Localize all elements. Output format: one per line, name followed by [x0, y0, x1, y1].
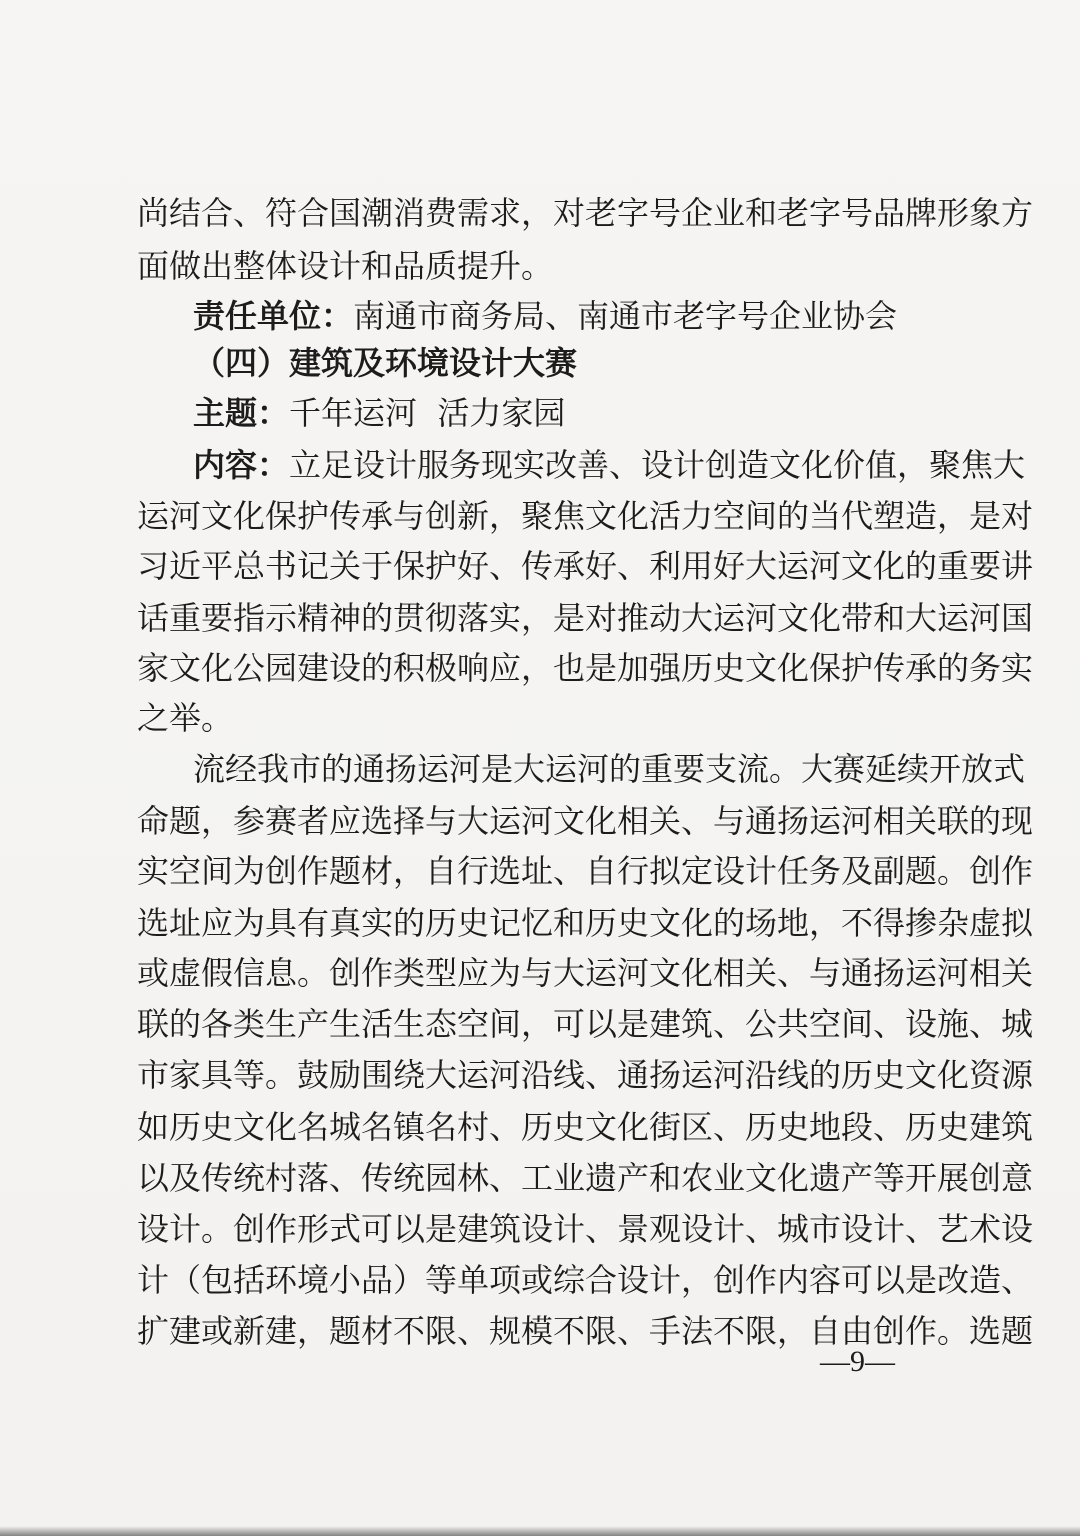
body-text-line: 流经我市的通扬运河是大运河的重要支流。大赛延续开放式 [193, 750, 1026, 788]
content-label: 内容： [193, 446, 290, 484]
responsible-unit-label: 责任单位： [193, 297, 354, 335]
body-text-line: 运河文化保护传承与创新，聚焦文化活力空间的当代塑造，是对 [137, 497, 1034, 535]
theme-label: 主题： [193, 394, 290, 432]
responsible-unit-value: 南通市商务局、南通市老字号企业协会 [353, 297, 898, 335]
body-text-line: 计（包括环境小品）等单项或综合设计，创作内容可以是改造、 [137, 1261, 1034, 1299]
body-text-line: 面做出整体设计和品质提升。 [137, 247, 554, 285]
body-text-line: 之举。 [137, 699, 234, 737]
body-text-line: 话重要指示精神的贯彻落实，是对推动大运河文化带和大运河国 [137, 599, 1034, 637]
body-text-line: 市家具等。鼓励围绕大运河沿线、通扬运河沿线的历史文化资源 [137, 1056, 1034, 1094]
body-text-line: 如历史文化名城名镇名村、历史文化街区、历史地段、历史建筑 [137, 1108, 1034, 1146]
theme-line [193, 387, 909, 439]
body-text-line: 设计。创作形式可以是建筑设计、景观设计、城市设计、艺术设 [137, 1210, 1034, 1248]
content-line [193, 439, 1026, 491]
responsible-unit-line [193, 290, 909, 342]
body-text-line: 习近平总书记关于保护好、传承好、利用好大运河文化的重要讲 [137, 547, 1034, 585]
body-text-line: 扩建或新建，题材不限、规模不限、手法不限，自由创作。选题 [137, 1312, 1034, 1350]
content-value: 立足设计服务现实改善、设计创造文化价值，聚焦大 [289, 446, 1026, 484]
body-text-line: 联的各类生产生活生态空间，可以是建筑、公共空间、设施、城 [137, 1005, 1034, 1043]
body-text-line: 选址应为具有真实的历史记忆和历史文化的场地，不得掺杂虚拟 [137, 904, 1034, 942]
body-text-line: 以及传统村落、传统园林、工业遗产和农业文化遗产等开展创意 [137, 1159, 1034, 1197]
theme-value: 千年运河 活力家园 [289, 394, 566, 432]
section-heading: （四）建筑及环境设计大赛 [193, 344, 578, 382]
scan-edge-shadow [0, 1526, 1080, 1536]
page-number: —9— [820, 1345, 895, 1378]
body-text-line: 或虚假信息。创作类型应为与大运河文化相关、与通扬运河相关 [137, 954, 1034, 992]
body-text-line: 命题，参赛者应选择与大运河文化相关、与通扬运河相关联的现 [137, 802, 1034, 840]
body-text-line: 实空间为创作题材，自行选址、自行拟定设计任务及副题。创作 [137, 852, 1034, 890]
body-text-line: 尚结合、符合国潮消费需求，对老字号企业和老字号品牌形象方 [137, 194, 1034, 232]
body-text-line: 家文化公园建设的积极响应，也是加强历史文化保护传承的务实 [137, 649, 1034, 687]
